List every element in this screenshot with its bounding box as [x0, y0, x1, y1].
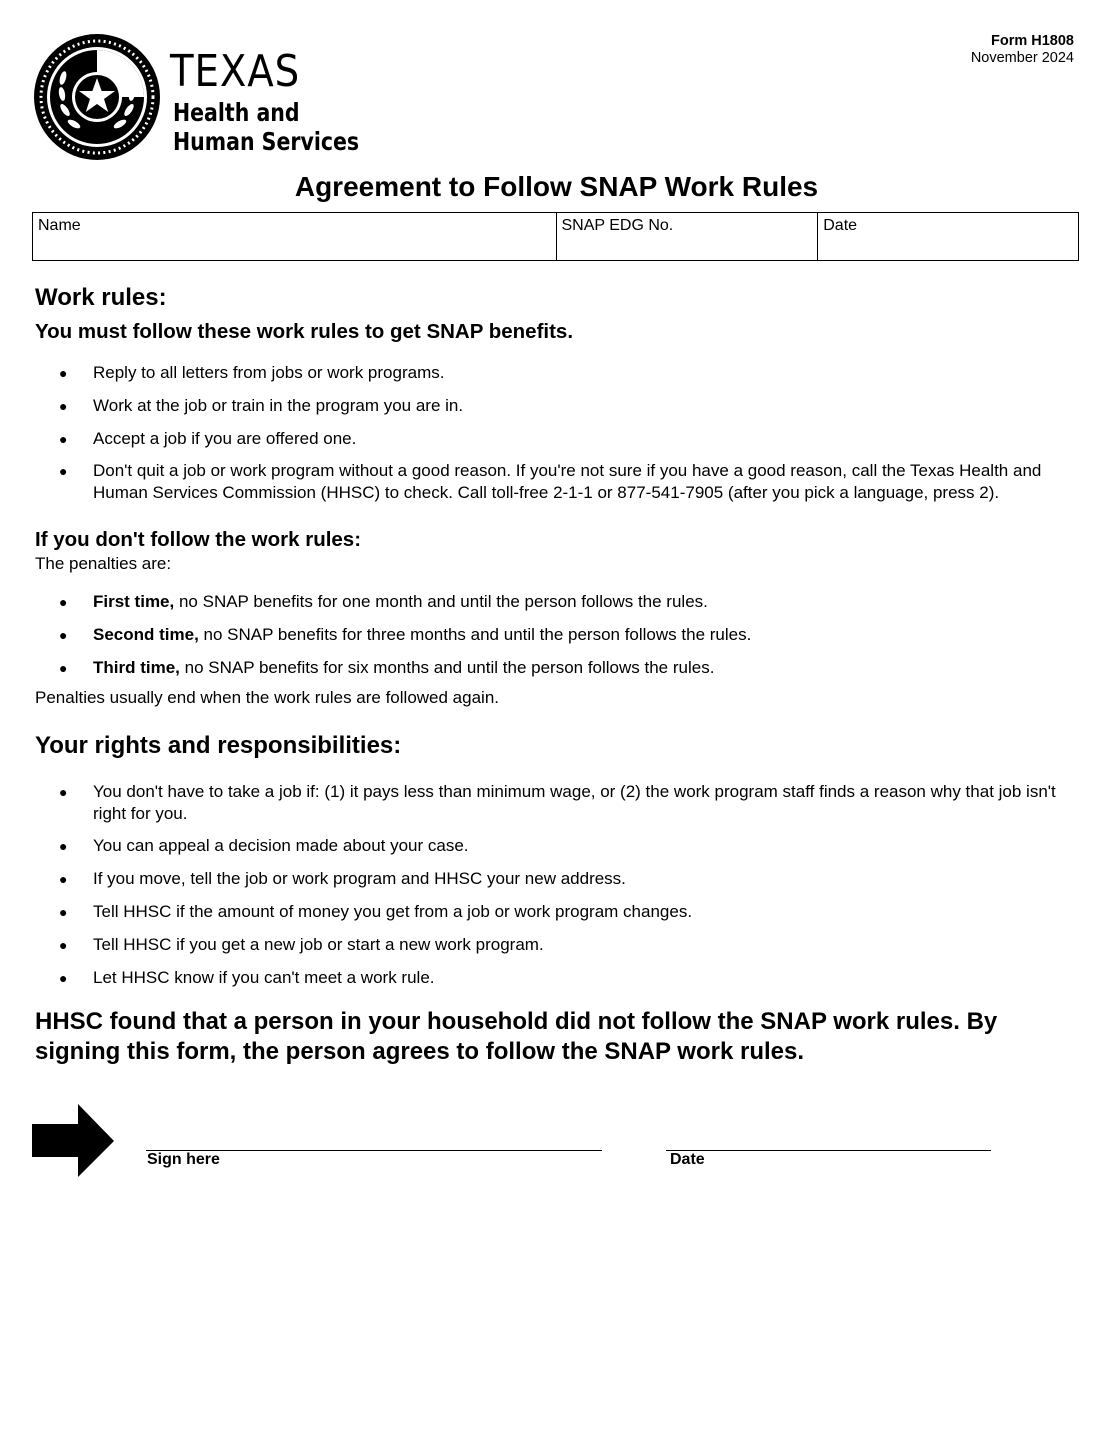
list-item: ● If you move, tell the job or work program and HHSC your new address. [59, 869, 626, 888]
agency-name-line1: TEXAS [170, 46, 301, 97]
bullet-icon: ● [59, 463, 68, 479]
rights-heading: Your rights and responsibilities: [35, 732, 402, 759]
final-statement: HHSC found that a person in your household did not follow the SNAP work rules. By signing this form, the person agrees to follow the SNAP work rules. [35, 1008, 998, 1065]
signature-date-line[interactable] [666, 1150, 991, 1151]
bullet-icon: ● [59, 970, 68, 986]
list-item: ● You can appeal a decision made about your case. [59, 836, 469, 855]
edg-label: SNAP EDG No. [561, 217, 674, 234]
list-item: ● Don't quit a job or work program without a good reason. If you're not sure if you have a good reason, call the Texas Health and Human Services Commission (HHSC) to check. Call toll-free 2-1-1 or 877-541-7905 (after you pick a language, press 2). [59, 461, 1042, 502]
bullet-icon: ● [59, 784, 68, 800]
penalties-heading: If you don't follow the work rules: [35, 528, 362, 551]
name-field[interactable] [33, 213, 557, 260]
date-label: Date [823, 217, 858, 234]
form-number: Form H1808 [990, 33, 1074, 49]
list-item: ● Work at the job or train in the program you are in. [59, 396, 464, 415]
edg-number-field[interactable] [557, 213, 819, 260]
date-field[interactable] [818, 213, 1079, 260]
list-item: ● First time, no SNAP benefits for one month and until the person follows the rules. [59, 592, 708, 611]
hhs-logo [32, 32, 372, 167]
bullet-icon: ● [59, 871, 68, 887]
work-rules-heading: Work rules: [35, 284, 167, 311]
signature-area [32, 1104, 1032, 1184]
bullet-icon: ● [59, 594, 68, 610]
penalties-list [35, 591, 1080, 679]
form-body [35, 283, 1080, 1067]
list-item: ● Third time, no SNAP benefits for six months and until the person follows the rules. [59, 658, 715, 677]
page-title: Agreement to Follow SNAP Work Rules [294, 171, 819, 202]
info-table [32, 212, 1079, 261]
list-item: ● Let HHSC know if you can't meet a work rule. [59, 968, 435, 987]
sign-here-label: Sign here [147, 1151, 220, 1168]
list-item: ● Second time, no SNAP benefits for three months and until the person follows the rules. [59, 625, 752, 644]
bullet-icon: ● [59, 937, 68, 953]
bullet-icon: ● [59, 660, 68, 676]
bullet-icon: ● [59, 365, 68, 381]
bullet-icon: ● [59, 431, 68, 447]
texas-seal-icon [32, 32, 162, 162]
bullet-icon: ● [59, 904, 68, 920]
agency-name-line2: Health and Human Services [173, 98, 360, 156]
arrow-right-icon [32, 1104, 116, 1178]
list-item: ● Tell HHSC if you get a new job or start a new work program. [59, 935, 544, 954]
bullet-icon: ● [59, 838, 68, 854]
name-label: Name [38, 217, 81, 234]
bullet-icon: ● [59, 627, 68, 643]
list-item: ● Accept a job if you are offered one. [59, 429, 357, 448]
form-identifier [971, 33, 1074, 67]
rights-list [35, 781, 1080, 989]
list-item: ● You don't have to take a job if: (1) it pays less than minimum wage, or (2) the work program staff finds a reason why that job isn't right for you. [59, 782, 1056, 823]
list-item: ● Reply to all letters from jobs or work programs. [59, 363, 445, 382]
signature-date-label: Date [670, 1151, 705, 1168]
list-item: ● Tell HHSC if the amount of money you get from a job or work program changes. [59, 902, 693, 921]
penalties-intro: The penalties are: [35, 554, 172, 573]
work-rules-list [35, 362, 1080, 504]
work-rules-subheading: You must follow these work rules to get SNAP benefits. [35, 320, 574, 343]
bullet-icon: ● [59, 398, 68, 414]
form-date: November 2024 [970, 50, 1074, 66]
penalties-note: Penalties usually end when the work rules are followed again. [35, 688, 499, 707]
